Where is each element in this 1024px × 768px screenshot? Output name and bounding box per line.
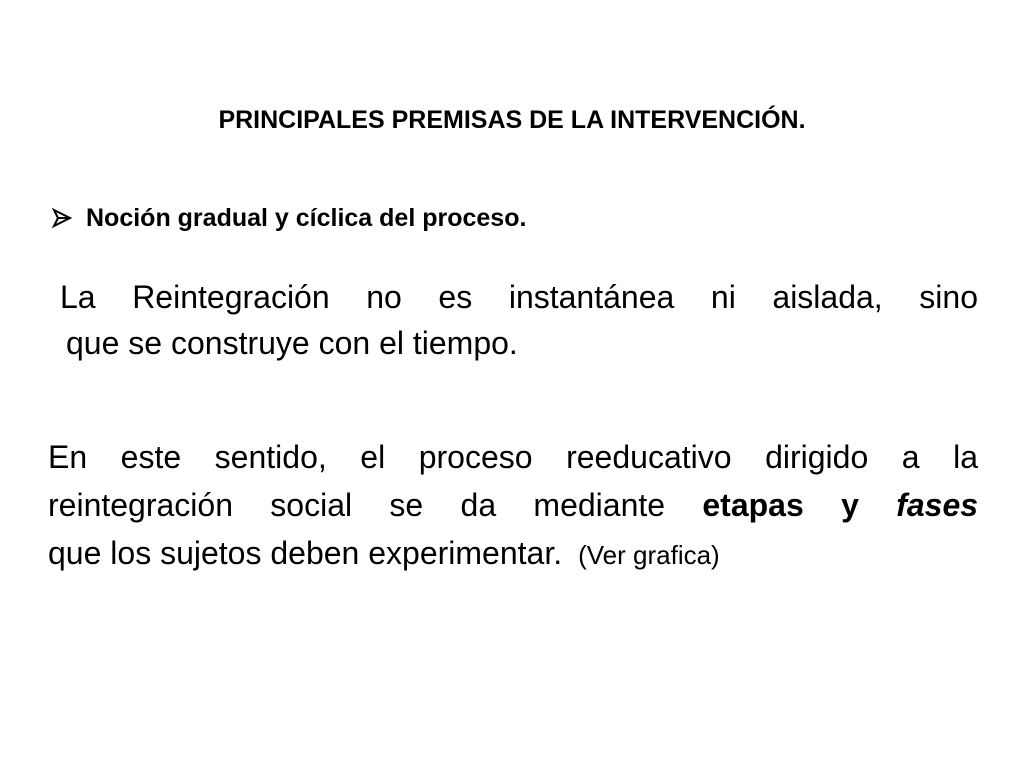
paragraph-line: La Reintegración no es instantánea ni aislada, sino bbox=[60, 279, 978, 315]
paragraph-line: En este sentido, el proceso reeducativo dirigido a la bbox=[48, 439, 978, 475]
paragraph-line bbox=[48, 529, 978, 579]
paragraph-text: que los sujetos deben experimentar. bbox=[48, 535, 563, 571]
paragraph-text: reintegración social se da mediante bbox=[48, 487, 666, 523]
bullet-item bbox=[48, 198, 526, 238]
arrow-bullet-icon bbox=[48, 206, 78, 230]
bullet-text: Noción gradual y cíclica del proceso. bbox=[86, 204, 527, 232]
paragraph-line bbox=[48, 481, 978, 529]
paragraph-process bbox=[48, 433, 978, 579]
emphasis-fases: fases bbox=[896, 487, 979, 523]
emphasis-etapas: etapas y bbox=[702, 487, 859, 523]
paragraph-line: que se construye con el tiempo. bbox=[66, 325, 518, 361]
paragraph-reintegration bbox=[60, 274, 978, 366]
slide-title: PRINCIPALES PREMISAS DE LA INTERVENCIÓN. bbox=[218, 106, 806, 134]
see-chart-note: (Ver grafica) bbox=[578, 540, 720, 570]
